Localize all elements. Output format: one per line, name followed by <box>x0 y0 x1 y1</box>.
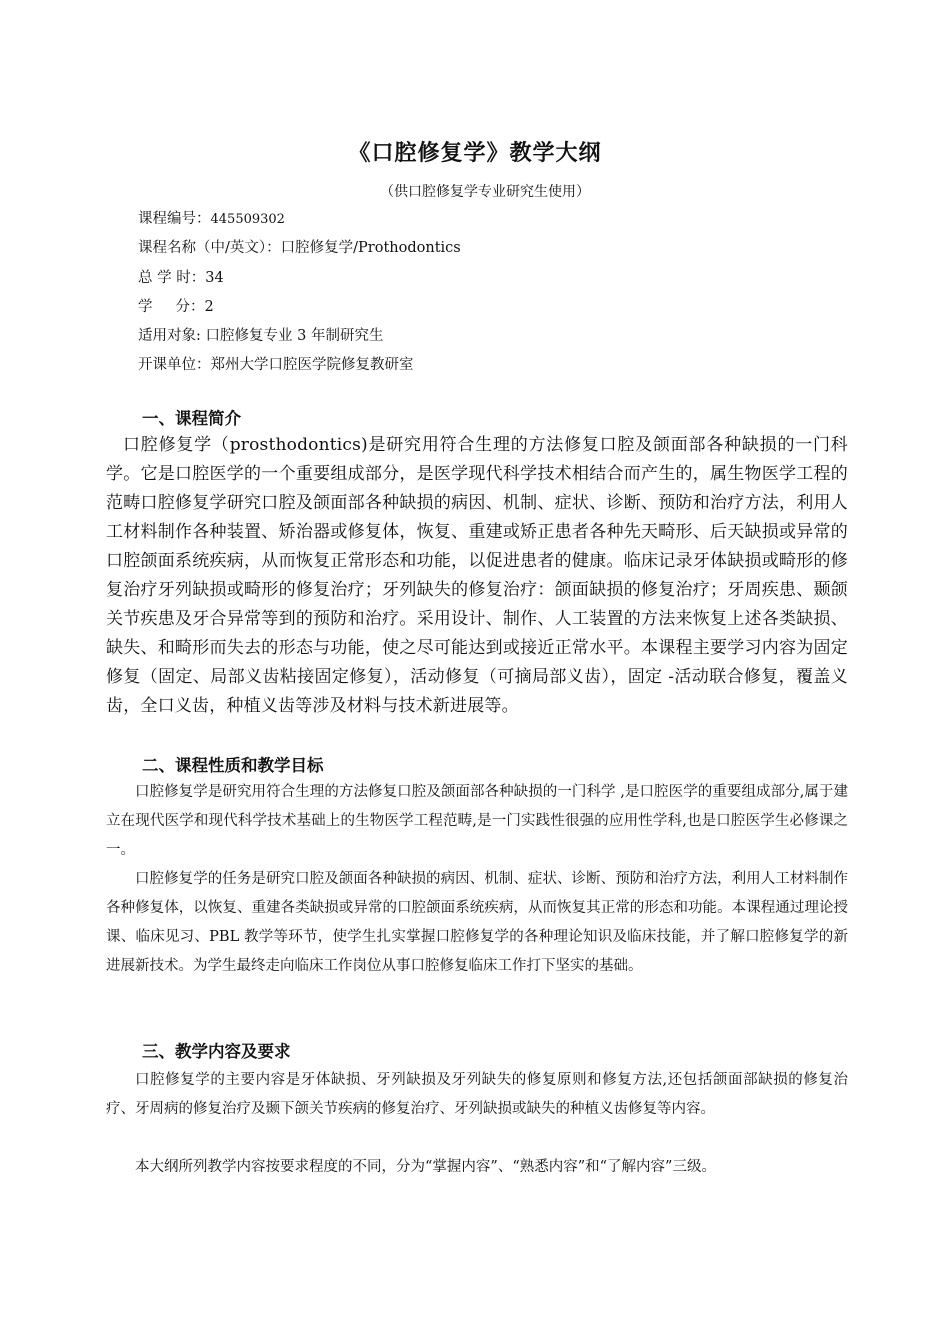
meta-value: 445509302 <box>210 212 285 227</box>
section-heading-intro: 一、课程简介 <box>142 409 241 428</box>
meta-label: 开课单位： <box>138 357 211 373</box>
meta-credits <box>138 295 214 316</box>
meta-value: 34 <box>205 270 224 286</box>
document-subtitle: （供口腔修复学专业研究生使用） <box>380 184 590 200</box>
meta-label: 课程名称（中/英文）： <box>138 240 281 256</box>
meta-value: 郑州大学口腔医学院修复教研室 <box>210 357 414 373</box>
meta-total-hours <box>138 266 224 287</box>
section-paragraph: 口腔修复学的任务是研究口腔及颌面各种缺损的病因、机制、症状、诊断、预防和治疗方法，利用人工材料制作各种修复体，以恢复、重建各类缺损或异常的口腔颌面系统疾病，从而恢复其正常的形态和功能。本课程通过理论授课、临床见习、PBL 教学等环节，使学生扎实掌握口腔修复学的各种理论知识及临床技能，并了解口腔修复学的新进展新技术。为学生最终走向临床工作岗位从事口腔修复临床工作打下坚实的基础。 <box>106 871 848 974</box>
meta-course-name <box>138 236 461 257</box>
meta-department <box>138 353 414 374</box>
meta-label: 适用对象: <box>138 328 206 344</box>
section-paragraph: 口腔修复学的主要内容是牙体缺损、牙列缺损及牙列缺失的修复原则和修复方法,还包括颌面部缺损的修复治疗、牙周病的修复治疗及颞下颌关节疾病的修复治疗、牙列缺损或缺失的种植义齿修复等内容。 <box>106 1072 848 1117</box>
meta-audience <box>138 324 383 345</box>
meta-value: 口腔修复学/Prothodontics <box>280 240 461 256</box>
meta-value: 口腔修复专业 3 年制研究生 <box>205 328 384 344</box>
meta-label: 课程编号： <box>138 211 211 227</box>
meta-value: 2 <box>204 299 214 315</box>
document-title: 《口腔修复学》教学大纲 <box>348 141 602 166</box>
meta-course-code <box>138 207 285 228</box>
meta-label: 总 学 时： <box>138 270 206 286</box>
meta-label: 学 分： <box>138 299 205 315</box>
section-paragraph: 口腔修复学（prosthodontics)是研究用符合生理的方法修复口腔及颌面部各种缺损的一门科学。它是口腔医学的一个重要组成部分，是医学现代科学技术相结合而产生的，属生物医学工程的范畴口腔修复学研究口腔及颌面部各种缺损的病因、机制、症状、诊断、预防和治疗方法，利用人工材料制作各种装置、矫治器或修复体，恢复、重建或矫正患者各种先天畸形、后天缺损或异常的口腔颌面系统疾病，从而恢复正常形态和功能，以促进患者的健康。临床记录牙体缺损或畸形的修复治疗牙列缺损或畸形的修复治疗；牙列缺失的修复治疗：颌面缺损的修复治疗；牙周疾患、颞颌关节疾患及牙合异常等到的预防和治疗。采用设计、制作、人工装置的方法来恢复上述各类缺损、缺失、和畸形而失去的形态与功能，使之尽可能达到或接近正常水平。本课程主要学习内容为固定修复（固定、局部义齿粘接固定修复），活动修复（可摘局部义齿），固定 -活动联合修复，覆盖义齿，全口义齿，种植义齿等涉及材料与技术新进展等。 <box>106 435 848 716</box>
section-paragraph: 本大纲所列教学内容按要求程度的不同，分为“掌握内容”、“熟悉内容”和“了解内容”三级。 <box>135 1159 716 1175</box>
section-heading-content: 三、教学内容及要求 <box>142 1042 291 1061</box>
section-paragraph: 口腔修复学是研究用符合生理的方法修复口腔及颌面部各种缺损的一门科学 ,是口腔医学的重要组成部分,属于建立在现代医学和现代科学技术基础上的生物医学工程范畴,是一门实践性很强的应用性学科,也是口腔医学生必修课之一。 <box>106 784 848 858</box>
section-heading-nature-goals: 二、课程性质和教学目标 <box>142 756 324 775</box>
